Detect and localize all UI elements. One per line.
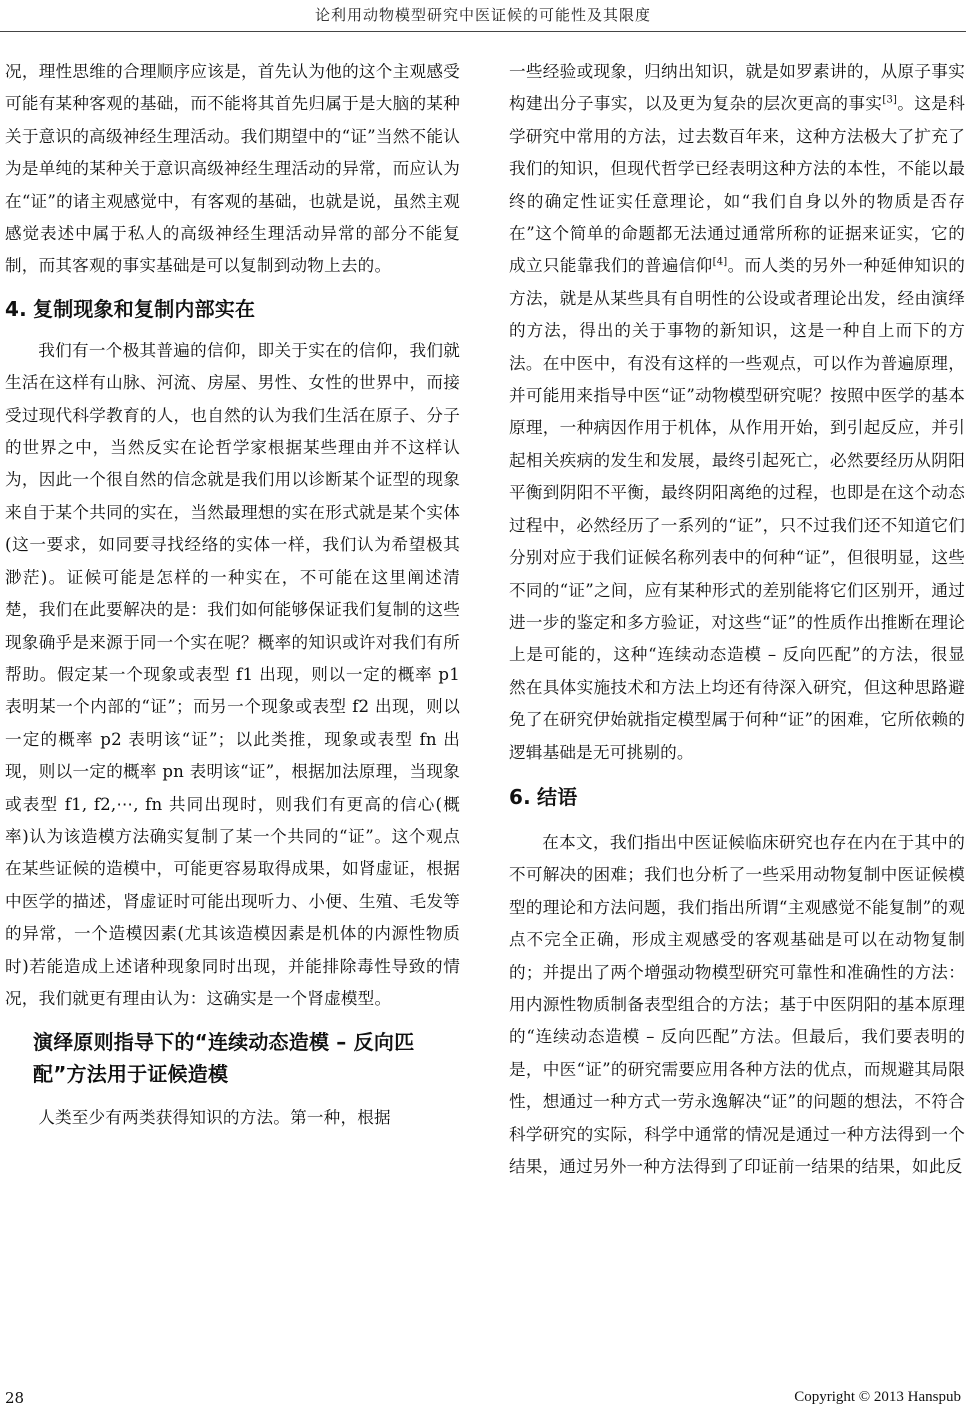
section-6-heading xyxy=(509,781,965,813)
citation-3: [3] xyxy=(882,94,898,106)
section-6-paragraph: 在本文，我们指出中医证候临床研究也存在内在于其中的不可解决的困难；我们也分析了一些采用动物复制中医证候模型的理论和方法问题，我们指出所谓“主观感觉不能复制”的观点不完全正确，形成主观感受的客观基础是可以在动物复制的；并提出了两个增强动物模型研究可靠性和准确性的方法：用内源性物质制备表型组合的方法；基于中医阴阳的基本原理的“连续动态造模 – 反向匹配”方法。但最后，我们要表明的是，中医“证”的研究需要应用各种方法的优点，而规避其局限性，想通过一种方式一劳永逸解决“证”的问题的想法，不符合科学研究的实际，科学中通常的情况是通过一种方法得到一个结果，通过另外一种方法得到了印证前一结果的结果，如此反 xyxy=(509,832,965,1176)
section-5-heading xyxy=(5,1026,460,1090)
citation-4: [4] xyxy=(712,256,728,268)
section-6-title: 结语 xyxy=(537,784,578,809)
right-column xyxy=(509,56,965,1183)
section-4-number: 4. xyxy=(5,296,27,321)
section-5-text-c: 。而人类的另外一种延伸知识的方法，就是从某些具有自明性的公设或者理论出发，经由演绎的方法，得出的关于事物的新知识，这是一种自上而下的方法。在中医中，有没有这样的一些观点，可以作为普遍原理，并可能用来指导中医“证”动物模型研究呢？按照中医学的基本原理，一种病因作用于机体，从作用开始，到引起反应，并引起相关疾病的发生和发展，最终引起死亡，必然要经历从阴阳平衡到阴阳不平衡，最终阴阳离绝的过程，也即是在这个动态过程中，必然经历了一系列的“证”，只不过我们还不知道它们分别对应于我们证候名称列表中的何种“证”，但很明显，这些不同的“证”之间，应有某种形式的差别能将它们区别开，通过进一步的鉴定和多方验证，对这些“证”的性质作出推断在理论上是可能的，这种“连续动态造模 – 反向匹配”的方法，很显然在具体实施技术和方法上均还有待深入研究，但这种思路避免了在研究伊始就指定模型属于何种“证”的困难，它所依赖的逻辑基础是无可挑剔的。 xyxy=(509,256,965,762)
header-rule xyxy=(0,31,966,32)
section-4-title: 复制现象和复制内部实在 xyxy=(33,296,256,321)
paragraph-continuation: 况，理性思维的合理顺序应该是，首先认为他的这个主观感受可能有某种客观的基础，而不能将其首先归属于是大脑的某种关于意识的高级神经生理活动。我们期望中的“证”当然不能认为是单纯的某种关于意识高级神经生理活动的异常，而应认为在“证”的诸主观感觉中，有客观的基础，也就是说，虽然主观感觉表述中属于私人的高级神经生理活动异常的部分不能复制，而其客观的事实基础是可以复制到动物上去的。 xyxy=(5,62,460,276)
section-4-paragraph: 我们有一个极其普遍的信仰，即关于实在的信仰，我们就生活在这样有山脉、河流、房屋、男性、女性的世界中，而接受过现代科学教育的人，也自然的认为我们生活在原子、分子的世界之中，当然反实在论哲学家根据某些理由并不这样认为，因此一个很自然的信念就是我们用以诊断某个证型的现象来自于某个共同的实在，当然最理想的实在形式就是某个实体(这一要求，如同要寻找经络的实体一样，我们认为希望极其渺茫)。证候可能是怎样的一种实在，不可能在这里阐述清楚，我们在此要解决的是：我们如何能够保证我们复制的这些现象确乎是来源于同一个实在呢？概率的知识或许对我们有所帮助。假定某一个现象或表型 f1 出现，则以一定的概率 p1 表明某一个内部的“证”；而另一个现象或表型 f2 出现，则以一定的概率 p2 表明该“证”；以此类推，现象或表型 fn 出现，则以一定的概率 pn 表明该“证”，根据加法原理，当现象或表型 f1, f2,⋯, fn 共同出现时，则我们有更高的信心(概率)认为该造模方法确实复制了某一个共同的“证”。这个观点在某些证候的造模中，可能更容易取得成果，如肾虚证，根据中医学的描述，肾虚证时可能出现听力、小便、生殖、毛发等的异常，一个造模因素(尤其该造模因素是机体的内源性物质时)若能造成上述诸种现象同时出现，并能排除毒性导致的情况，我们就更有理由认为：这确实是一个肾虚模型。 xyxy=(5,340,460,1008)
section-5-title: 演绎原则指导下的“连续动态造模 – 反向匹配”方法用于证候造模 xyxy=(33,1030,415,1087)
left-column xyxy=(5,56,460,1135)
section-5-number xyxy=(5,1026,33,1058)
running-title: 论利用动物模型研究中医证候的可能性及其限度 xyxy=(314,6,651,24)
section-5-paragraph-start: 人类至少有两类获得知识的方法。第一种，根据 xyxy=(38,1108,391,1128)
section-5-paragraph-continued xyxy=(509,56,965,769)
section-5-text-b: 。这是科学研究中常用的方法，过去数百年来，这种方法极大了扩充了我们的知识，但现代哲学已经表明这种方法的本性，不能以最终的确定性证实任意理论，如“我们自身以外的物质是否存在”这个简单的命题都无法通过通常所称的证据来证实，它的成立只能靠我们的普遍信仰 xyxy=(509,94,965,276)
copyright-notice: Copyright © 2013 Hanspub xyxy=(794,1389,961,1405)
page-number: 28 xyxy=(5,1389,25,1407)
section-4-heading xyxy=(5,293,460,325)
section-6-number: 6. xyxy=(509,784,531,809)
section-5-text-a: 一些经验或现象，归纳出知识，就是如罗素讲的，从原子事实构建出分子事实，以及更为复杂的层次更高的事实 xyxy=(509,62,965,114)
